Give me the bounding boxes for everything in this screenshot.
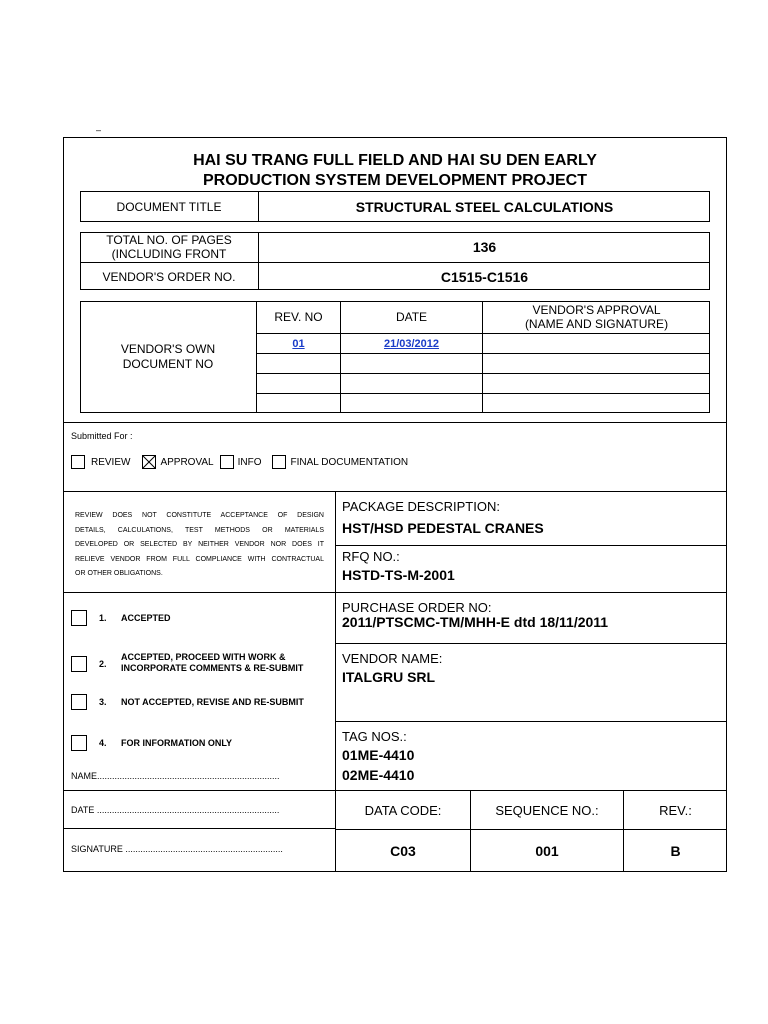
- section-divider-submitted: [63, 422, 727, 423]
- approval-checkbox[interactable]: [142, 455, 156, 469]
- status-2-number: 2.: [99, 659, 107, 669]
- rev-value: B: [670, 843, 681, 859]
- right-divider-vendor: [335, 721, 727, 722]
- project-title-line2: PRODUCTION SYSTEM DEVELOPMENT PROJECT: [202, 172, 588, 189]
- rev-label: REV.:: [659, 802, 692, 818]
- tick-mark: –: [96, 125, 102, 135]
- right-divider-rfq: [335, 592, 727, 593]
- status-3-number: 3.: [99, 697, 107, 707]
- vendor-order-value: C1515-C1516: [440, 268, 529, 285]
- vendor-doc-row-divider-3: [256, 373, 710, 374]
- vendor-doc-row-divider-2: [256, 353, 710, 354]
- status-4-label: FOR INFORMATION ONLY: [121, 738, 232, 748]
- review-label: REVIEW: [91, 456, 131, 468]
- data-code-value: C03: [390, 843, 416, 859]
- approval-label: APPROVAL: [160, 456, 214, 468]
- date-cell[interactable]: [341, 334, 482, 353]
- disclaimer-line5: OR OTHER OBLIGATIONS.: [75, 570, 163, 577]
- tag-nos-value-1: 01ME-4410: [342, 747, 415, 763]
- status-4-number: 4.: [99, 738, 107, 748]
- status-option-4[interactable]: [71, 735, 331, 751]
- po-value: 2011/PTSCMC-TM/MHH-E dtd 18/11/2011: [342, 614, 609, 630]
- pages-label-line1: TOTAL NO. OF PAGES: [106, 233, 232, 247]
- status-3-label: NOT ACCEPTED, REVISE AND RE-SUBMIT: [121, 697, 304, 707]
- name-line[interactable]: NAME.........................................................................: [71, 771, 280, 781]
- pages-label: [80, 232, 258, 262]
- disclaimer-line4: RELIEVE VENDOR FROM FULL COMPLIANCE WITH CONTRACTUAL: [75, 555, 324, 563]
- data-code-label: DATA CODE:: [364, 802, 442, 818]
- disclaimer-line3: DEVELOPED OR SELECTED BY NEITHER VENDOR NOR DOES IT: [75, 541, 324, 548]
- col-header-rev-no: REV. NO: [274, 310, 323, 324]
- signature-line[interactable]: SIGNATURE ...............................................................: [71, 844, 283, 854]
- col-header-vendor-approval-line1: VENDOR'S APPROVAL: [532, 303, 661, 317]
- col-header-date: DATE: [395, 310, 428, 324]
- pages-label-line2: (INCLUDING FRONT: [111, 247, 227, 261]
- rev-no-link[interactable]: 01: [292, 337, 305, 350]
- sequence-no-label: SEQUENCE NO.:: [495, 802, 599, 818]
- status-1-checkbox[interactable]: [71, 610, 87, 626]
- project-title-line1: HAI SU TRANG FULL FIELD AND HAI SU DEN EARLY: [193, 152, 597, 169]
- package-value: HST/HSD PEDESTAL CRANES: [342, 520, 544, 536]
- info-label: INFO: [237, 456, 262, 468]
- disclaimer-line1: REVIEW DOES NOT CONSTITUTE ACCEPTANCE OF DESIGN: [75, 512, 324, 519]
- left-date-divider: [63, 828, 335, 829]
- vendor-own-doc-label: [80, 301, 256, 413]
- final-documentation-checkbox[interactable]: [272, 455, 286, 469]
- vendor-own-doc-label-line2: DOCUMENT NO: [122, 357, 214, 371]
- vendor-own-doc-label-line1: VENDOR'S OWN: [120, 342, 216, 356]
- col-header-vendor-approval: [483, 301, 710, 333]
- review-checkbox[interactable]: [71, 455, 85, 469]
- status-2-label-line2: INCORPORATE COMMENTS & RE-SUBMIT: [121, 663, 304, 673]
- status-1-label: ACCEPTED: [121, 613, 171, 623]
- checkmark-x-icon: [142, 455, 156, 469]
- left-name-divider: [63, 790, 335, 791]
- date-line[interactable]: DATE .........................................................................: [71, 805, 280, 815]
- disclaimer-line2: DETAILS, CALCULATIONS, TEST METHODS OR MATERIALS: [75, 526, 324, 534]
- document-title-label: DOCUMENT TITLE: [116, 199, 222, 214]
- vendor-name-label: VENDOR NAME:: [342, 651, 443, 666]
- status-option-3[interactable]: [71, 694, 331, 710]
- submitted-options: [71, 454, 408, 470]
- sequence-no-value: 001: [535, 843, 559, 859]
- rfq-value: HSTD-TS-M-2001: [342, 567, 455, 583]
- vendor-doc-row-divider-4: [256, 393, 710, 394]
- section-divider-lower: [63, 491, 727, 492]
- tag-nos-value-2: 02ME-4410: [342, 767, 415, 783]
- left-status-divider: [63, 592, 335, 593]
- status-4-checkbox[interactable]: [71, 735, 87, 751]
- package-label: PACKAGE DESCRIPTION:: [342, 499, 500, 514]
- disclaimer: [75, 509, 324, 582]
- final-documentation-label: FINAL DOCUMENTATION: [290, 456, 409, 468]
- status-3-checkbox[interactable]: [71, 694, 87, 710]
- status-2-label-line1: ACCEPTED, PROCEED WITH WORK &: [121, 652, 286, 662]
- status-2-checkbox[interactable]: [71, 656, 87, 672]
- right-divider-po: [335, 643, 727, 644]
- rev-no-cell[interactable]: [257, 334, 340, 353]
- vendor-order-label: VENDOR'S ORDER NO.: [102, 269, 236, 284]
- status-1-number: 1.: [99, 613, 107, 623]
- status-option-1[interactable]: [71, 610, 331, 626]
- right-divider-package: [335, 545, 727, 546]
- po-label: PURCHASE ORDER NO:: [342, 600, 492, 615]
- info-checkbox[interactable]: [220, 455, 234, 469]
- rfq-label: RFQ NO.:: [342, 549, 400, 564]
- date-link[interactable]: 21/03/2012: [383, 337, 440, 350]
- col-header-vendor-approval-line2: (NAME AND SIGNATURE): [524, 317, 669, 331]
- tag-nos-label: TAG NOS.:: [342, 729, 407, 744]
- status-option-2[interactable]: [71, 651, 331, 675]
- pages-value: 136: [472, 239, 497, 255]
- document-title-value: STRUCTURAL STEEL CALCULATIONS: [355, 198, 614, 215]
- submitted-for-label: Submitted For :: [71, 431, 133, 441]
- vendor-name-value: ITALGRU SRL: [342, 669, 436, 685]
